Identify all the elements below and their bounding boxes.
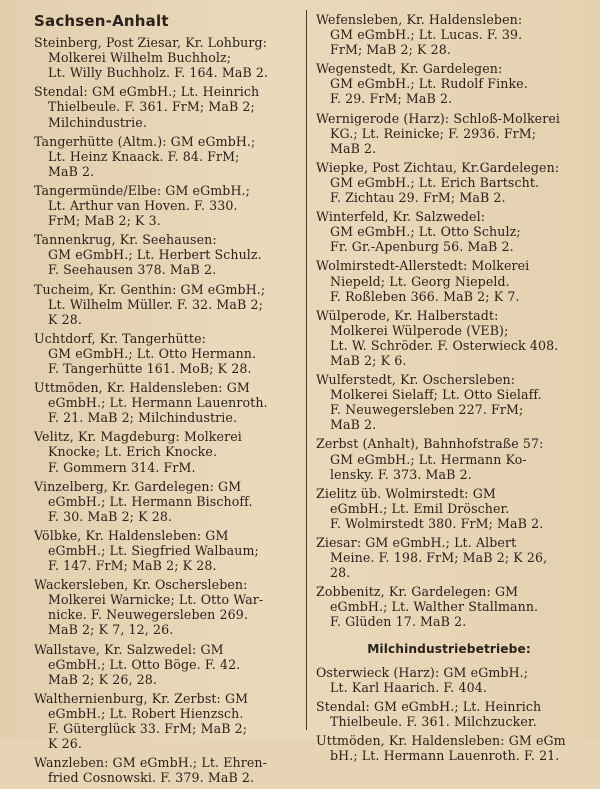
entry-line: Lt. Wilhelm Müller. F. 32. MaB 2; xyxy=(48,296,263,312)
entry-line: F. Wolmirstedt 380. FrM; MaB 2. xyxy=(330,515,544,531)
directory-entry xyxy=(316,308,582,368)
entry-line: GM eGmbH.; Lt. Rudolf Finke. xyxy=(330,76,528,92)
entry-line: Wülperode, Kr. Halberstadt: xyxy=(316,307,499,323)
milch-heading: Milchindustriebetriebe: xyxy=(367,641,531,656)
entry-line: 28. xyxy=(330,565,351,581)
entry-line: Stendal: GM eGmbH.; Lt. Heinrich xyxy=(316,698,542,714)
entry-line: Lt. Arthur van Hoven. F. 330. xyxy=(48,198,238,214)
entry-line: nicke. F. Neuwegersleben 269. xyxy=(48,607,248,623)
entry-line: eGmbH.; Lt. Siegfried Walbaum; xyxy=(48,543,259,558)
entry-line: Tucheim, Kr. Genthin: GM eGmbH.; xyxy=(34,281,266,297)
entry-line: MaB 2. xyxy=(48,163,95,179)
entry-line: eGmbH.; Lt. Otto Böge. F. 42. xyxy=(48,656,241,672)
entry-line: F. Güterglück 33. FrM; MaB 2; xyxy=(48,721,248,737)
entry-line: Thielbeule. F. 361. Milchzucker. xyxy=(330,713,537,729)
entry-line: Zielitz üb. Wolmirstedt: GM xyxy=(316,485,496,501)
entry-line: Osterwieck (Harz): GM eGmbH.; xyxy=(316,664,529,680)
entry-line: Völbke, Kr. Haldensleben: GM xyxy=(34,527,229,543)
entry-line: Walthernienburg, Kr. Zerbst: GM xyxy=(34,690,249,706)
entry-line: Uchtdorf, Kr. Tangerhütte: xyxy=(34,330,206,346)
entry-line: Wernigerode (Harz): Schloß-Molkerei xyxy=(316,110,561,126)
entry-line: F. Gommern 314. FrM. xyxy=(48,459,196,475)
entry-line: MaB 2. xyxy=(330,417,377,433)
directory-entry xyxy=(316,436,582,481)
entry-line: fried Cosnowski. F. 379. MaB 2. xyxy=(48,770,255,786)
entry-line: F. 147. FrM; MaB 2; K 28. xyxy=(48,558,217,574)
left-column xyxy=(34,0,296,789)
entry-line: lensky. F. 373. MaB 2. xyxy=(330,466,472,482)
entry-line: GM eGmbH.; Lt. Erich Bartscht. xyxy=(330,174,540,190)
entry-line: Winterfeld, Kr. Salzwedel: xyxy=(316,209,486,225)
entry-line: Ziesar: GM eGmbH.; Lt. Albert xyxy=(316,535,517,550)
entry-line: FrM; MaB 2; K 28. xyxy=(330,42,451,58)
entry-line: Wackersleben, Kr. Oschersleben: xyxy=(34,577,248,593)
entry-line: GM eGmbH.; Lt. Lucas. F. 39. xyxy=(330,27,523,43)
entry-line: eGmbH.; Lt. Walther Stallmann. xyxy=(330,599,539,615)
column-divider xyxy=(306,10,307,730)
entry-line: Niepeld; Lt. Georg Niepeld. xyxy=(330,273,510,289)
directory-entry xyxy=(34,232,296,277)
entry-line: bH.; Lt. Hermann Lauenroth. F. 21. xyxy=(330,748,560,764)
entry-line: FrM; MaB 2; K 3. xyxy=(48,213,161,229)
entry-line: Uttmöden, Kr. Haldensleben: GM xyxy=(34,380,250,396)
directory-entry xyxy=(316,111,582,156)
entry-line: eGmbH.; Lt. Emil Dröscher. xyxy=(330,500,510,516)
entry-line: F. Tangerhütte 161. MoB; K 28. xyxy=(48,360,252,376)
directory-entry xyxy=(316,12,582,57)
entry-line: Lt. Heinz Knaack. F. 84. FrM; xyxy=(48,148,240,164)
entry-line: Stendal: GM eGmbH.; Lt. Heinrich xyxy=(34,84,260,100)
directory-entry xyxy=(34,282,296,327)
directory-entry xyxy=(34,84,296,129)
right-column xyxy=(316,0,582,767)
entry-line: F. 21. MaB 2; Milchindustrie. xyxy=(48,410,238,426)
entry-line: GM eGmbH.; Lt. Herbert Schulz. xyxy=(48,247,262,263)
entry-line: Zobbenitz, Kr. Gardelegen: GM xyxy=(316,584,519,600)
directory-entry xyxy=(316,160,582,205)
directory-entry xyxy=(34,429,296,474)
directory-entry xyxy=(34,134,296,179)
entry-line: MaB 2; K 6. xyxy=(330,352,407,368)
directory-entry xyxy=(34,577,296,637)
entry-line: Wallstave, Kr. Salzwedel: GM xyxy=(34,641,224,657)
directory-entry xyxy=(34,380,296,425)
entry-line: Lt. Willy Buchholz. F. 164. MaB 2. xyxy=(48,65,269,81)
entry-line: F. 29. FrM; MaB 2. xyxy=(330,91,453,107)
entry-line: MaB 2; K 26, 28. xyxy=(48,671,157,687)
right-entry-list xyxy=(316,12,582,630)
entry-line: K 26. xyxy=(48,736,82,752)
entry-line: Lt. W. Schröder. F. Osterwieck 408. xyxy=(330,337,559,353)
directory-entry xyxy=(34,755,296,785)
entry-line: F. Neuwegersleben 227. FrM; xyxy=(330,402,524,418)
entry-line: Fr. Gr.-Apenburg 56. MaB 2. xyxy=(330,239,514,255)
entry-line: Zerbst (Anhalt), Bahnhofstraße 57: xyxy=(316,436,544,452)
directory-entry xyxy=(316,486,582,531)
entry-line: Molkerei Wülperode (VEB); xyxy=(330,322,509,338)
entry-line: Milchindustrie. xyxy=(48,114,147,130)
entry-line: Lt. Karl Haarich. F. 404. xyxy=(330,679,487,695)
entry-line: F. Roßleben 366. MaB 2; K 7. xyxy=(330,288,520,304)
entry-line: Wegenstedt, Kr. Gardelegen: xyxy=(316,61,503,77)
directory-entry xyxy=(34,331,296,376)
directory-entry xyxy=(316,733,582,763)
entry-line: Tannenkrug, Kr. Seehausen: xyxy=(34,232,217,248)
directory-entry xyxy=(316,209,582,254)
entry-line: K 28. xyxy=(48,311,82,327)
entry-line: MaB 2. xyxy=(330,140,377,156)
directory-entry xyxy=(34,642,296,687)
directory-entry xyxy=(34,691,296,751)
entry-line: Molkerei Wilhelm Buchholz; xyxy=(48,50,232,66)
directory-entry xyxy=(316,584,582,629)
directory-entry xyxy=(316,372,582,432)
directory-entry xyxy=(316,535,582,580)
entry-line: Wanzleben: GM eGmbH.; Lt. Ehren- xyxy=(34,755,267,771)
section-title: Sachsen-Anhalt xyxy=(34,12,169,30)
directory-entry xyxy=(316,258,582,303)
entry-line: Thielbeule. F. 361. FrM; MaB 2; xyxy=(48,99,255,115)
entry-line: KG.; Lt. Reinicke; F. 2936. FrM; xyxy=(330,125,537,141)
directory-entry xyxy=(316,665,582,695)
directory-entry xyxy=(316,61,582,106)
entry-line: F. 30. MaB 2; K 28. xyxy=(48,508,173,524)
directory-entry xyxy=(34,528,296,573)
entry-line: eGmbH.; Lt. Hermann Bischoff. xyxy=(48,493,253,509)
directory-entry xyxy=(316,699,582,729)
entry-line: Velitz, Kr. Magdeburg: Molkerei xyxy=(34,429,242,445)
entry-line: F. Glüden 17. MaB 2. xyxy=(330,614,467,630)
entry-line: Tangerhütte (Altm.): GM eGmbH.; xyxy=(34,133,256,149)
entry-line: Vinzelberg, Kr. Gardelegen: GM xyxy=(34,478,242,494)
entry-line: eGmbH.; Lt. Hermann Lauenroth. xyxy=(48,395,268,411)
entry-line: Knocke; Lt. Erich Knocke. xyxy=(48,444,218,460)
entry-line: Molkerei Warnicke; Lt. Otto War- xyxy=(48,592,264,608)
directory-entry xyxy=(34,35,296,80)
entry-line: F. Seehausen 378. MaB 2. xyxy=(48,262,217,278)
entry-line: Tangermünde/Elbe: GM eGmbH.; xyxy=(34,182,250,198)
entry-line: Steinberg, Post Ziesar, Kr. Lohburg: xyxy=(34,35,268,51)
entry-line: Wolmirstedt-Allerstedt: Molkerei xyxy=(316,258,530,274)
entry-line: Wiepke, Post Zichtau, Kr.Gardelegen: xyxy=(316,159,560,175)
directory-entry xyxy=(34,183,296,228)
entry-line: MaB 2; K 7, 12, 26. xyxy=(48,622,174,638)
entry-line: Wefensleben, Kr. Haldensleben: xyxy=(316,12,523,27)
entry-line: F. Zichtau 29. FrM; MaB 2. xyxy=(330,190,506,206)
entry-line: Wulferstedt, Kr. Oschersleben: xyxy=(316,372,516,388)
directory-entry xyxy=(34,479,296,524)
entry-line: Uttmöden, Kr. Haldensleben: GM eGm xyxy=(316,733,566,749)
left-entry-list xyxy=(34,35,296,785)
entry-line: Meine. F. 198. FrM; MaB 2; K 26, xyxy=(330,550,548,566)
entry-line: Molkerei Sielaff; Lt. Otto Sielaff. xyxy=(330,387,542,403)
milch-entry-list xyxy=(316,665,582,764)
entry-line: eGmbH.; Lt. Robert Hienzsch. xyxy=(48,705,244,721)
entry-line: GM eGmbH.; Lt. Otto Hermann. xyxy=(48,345,257,361)
entry-line: GM eGmbH.; Lt. Hermann Ko- xyxy=(330,451,527,467)
entry-line: GM eGmbH.; Lt. Otto Schulz; xyxy=(330,224,521,240)
